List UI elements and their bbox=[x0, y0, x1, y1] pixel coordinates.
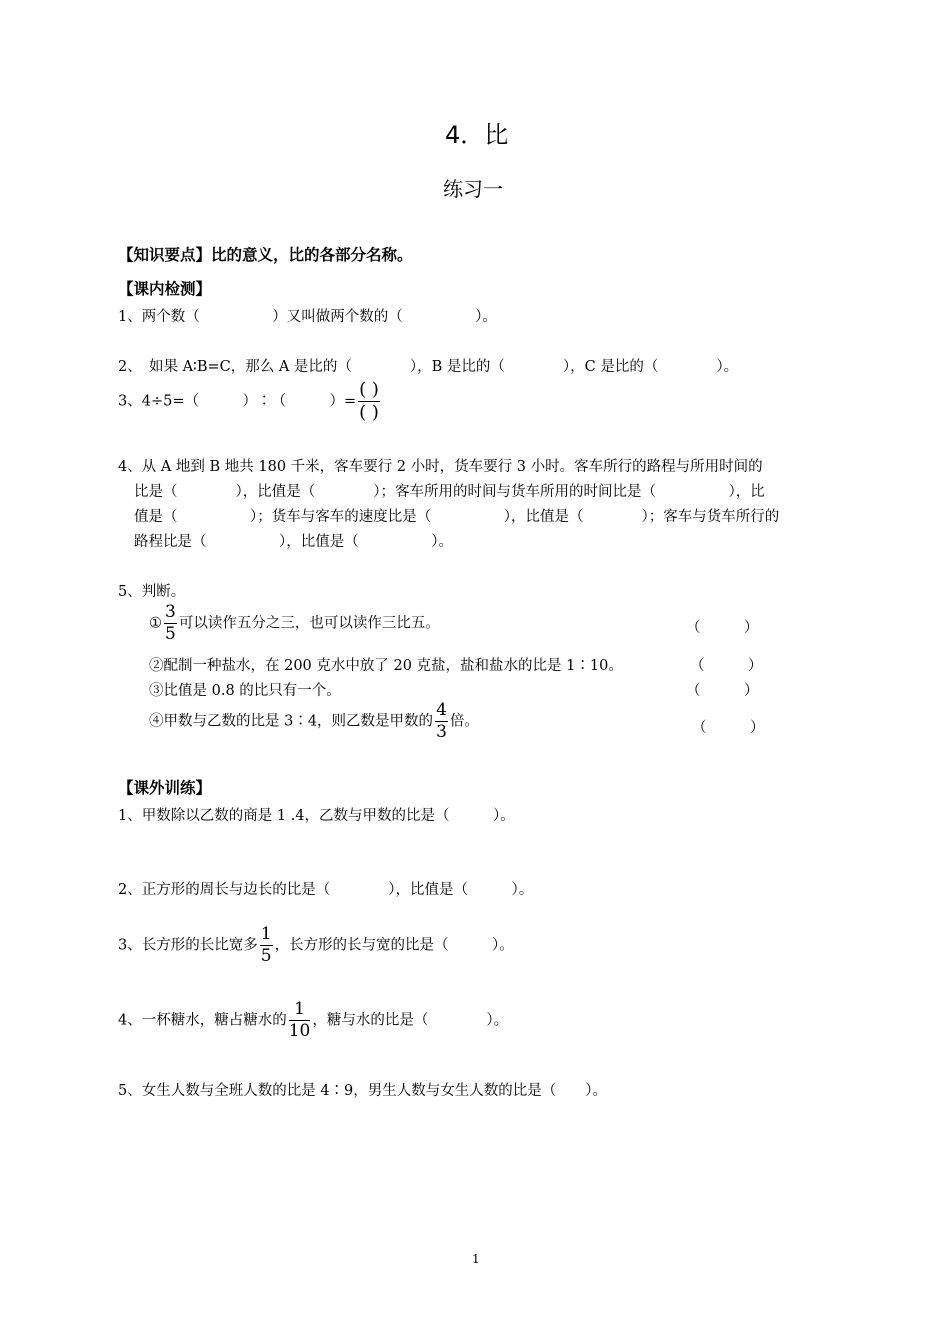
judgement-1-answer: （ ） bbox=[686, 620, 759, 636]
inclass-question-1: 1、两个数（ ）又叫做两个数的（ ）。 bbox=[118, 309, 497, 325]
knowledge-label: 【知识要点】 bbox=[118, 246, 212, 264]
judgement-2-answer: （ ） bbox=[690, 658, 763, 674]
blank-fraction bbox=[358, 381, 380, 422]
outclass-question-3-text: 3、长方形的长比宽多 bbox=[118, 937, 258, 954]
outclass-question-4-text: 4、一杯糖水，糖占糖水的 bbox=[118, 1012, 287, 1029]
judgement-item-2: ②配制一种盐水，在 200 克水中放了 20 克盐，盐和盐水的比是 1∶10。 bbox=[149, 658, 623, 674]
inclass-question-4-line-4: 路程比是（ ），比值是（ ）。 bbox=[134, 534, 453, 550]
knowledge-section bbox=[118, 243, 413, 265]
fraction-denominator: 3 bbox=[436, 722, 447, 742]
inclass-question-3 bbox=[118, 381, 382, 422]
outclass-question-2: 2、正方形的周长与边长的比是（ ），比值是（ ）。 bbox=[118, 882, 534, 898]
outclass-question-4-suffix: ，糖与水的比是（ ）。 bbox=[312, 1012, 509, 1029]
judgement-item-1 bbox=[149, 604, 440, 643]
outclass-question-5: 5、女生人数与全班人数的比是 4∶9，男生人数与女生人数的比是（ ）。 bbox=[118, 1083, 608, 1099]
inclass-label: 【课内检测】 bbox=[118, 280, 212, 298]
judgement-item-4 bbox=[149, 702, 479, 741]
judgement-4-text: ④甲数与乙数的比是 3∶4，则乙数是甲数的 bbox=[149, 713, 434, 730]
fraction-numerator: ( ) bbox=[359, 379, 379, 400]
fraction-numerator: 1 bbox=[260, 924, 272, 944]
fraction-three-fifths bbox=[164, 604, 177, 643]
fraction-denominator: ( ) bbox=[359, 402, 379, 423]
inclass-question-4-line-2: 比是（ ），比值是（ ）；客车所用的时间与货车所用的时间比是（ ），比 bbox=[134, 484, 765, 500]
fraction-numerator: 1 bbox=[289, 1001, 311, 1021]
inclass-question-4-line-1: 4、从 A 地到 B 地共 180 千米，客车要行 2 小时，货车要行 3 小时。客车所行的路程与所用时间的 bbox=[118, 459, 763, 475]
outclass-question-3 bbox=[118, 926, 514, 965]
judgement-4-answer: （ ） bbox=[692, 720, 765, 736]
page-title: 4．比 bbox=[445, 121, 509, 149]
judgement-4-suffix: 倍。 bbox=[449, 713, 479, 730]
fraction-one-fifth bbox=[260, 926, 273, 965]
judgement-1-marker: ① bbox=[149, 615, 162, 632]
outclass-question-4 bbox=[118, 1001, 508, 1040]
fraction-denominator: 5 bbox=[260, 946, 272, 966]
fraction-one-tenth bbox=[289, 1001, 311, 1040]
knowledge-text: 比的意义，比的各部分名称。 bbox=[211, 246, 413, 264]
page-subtitle: 练习一 bbox=[443, 177, 503, 201]
fraction-denominator: 5 bbox=[165, 624, 176, 644]
outclass-question-1: 1、甲数除以乙数的商是 1 .4，乙数与甲数的比是（ ）。 bbox=[118, 808, 515, 824]
fraction-four-thirds bbox=[435, 702, 448, 741]
judgement-item-3: ③比值是 0.8 的比只有一个。 bbox=[149, 683, 341, 699]
page-number: 1 bbox=[472, 1252, 480, 1266]
judgement-1-text: 可以读作五分之三，也可以读作三比五。 bbox=[178, 615, 440, 632]
outclass-question-3-suffix: ，长方形的长与宽的比是（ ）。 bbox=[274, 937, 514, 954]
fraction-denominator: 10 bbox=[288, 1021, 311, 1041]
inclass-question-5: 5、判断。 bbox=[118, 584, 186, 600]
inclass-question-2: 2、 如果 A∶B=C，那么 A 是比的（ ），B 是比的（ ），C 是比的（ ）。 bbox=[118, 359, 739, 375]
fraction-numerator: 3 bbox=[165, 602, 176, 622]
inclass-question-3-text: 3、4÷5=（ ）∶（ ）= bbox=[118, 393, 357, 410]
outclass-label: 【课外训练】 bbox=[118, 779, 212, 797]
judgement-3-answer: （ ） bbox=[686, 683, 759, 699]
inclass-question-4-line-3: 值是（ ）；货车与客车的速度比是（ ），比值是（ ）；客车与货车所行的 bbox=[134, 509, 780, 525]
fraction-numerator: 4 bbox=[436, 700, 447, 720]
